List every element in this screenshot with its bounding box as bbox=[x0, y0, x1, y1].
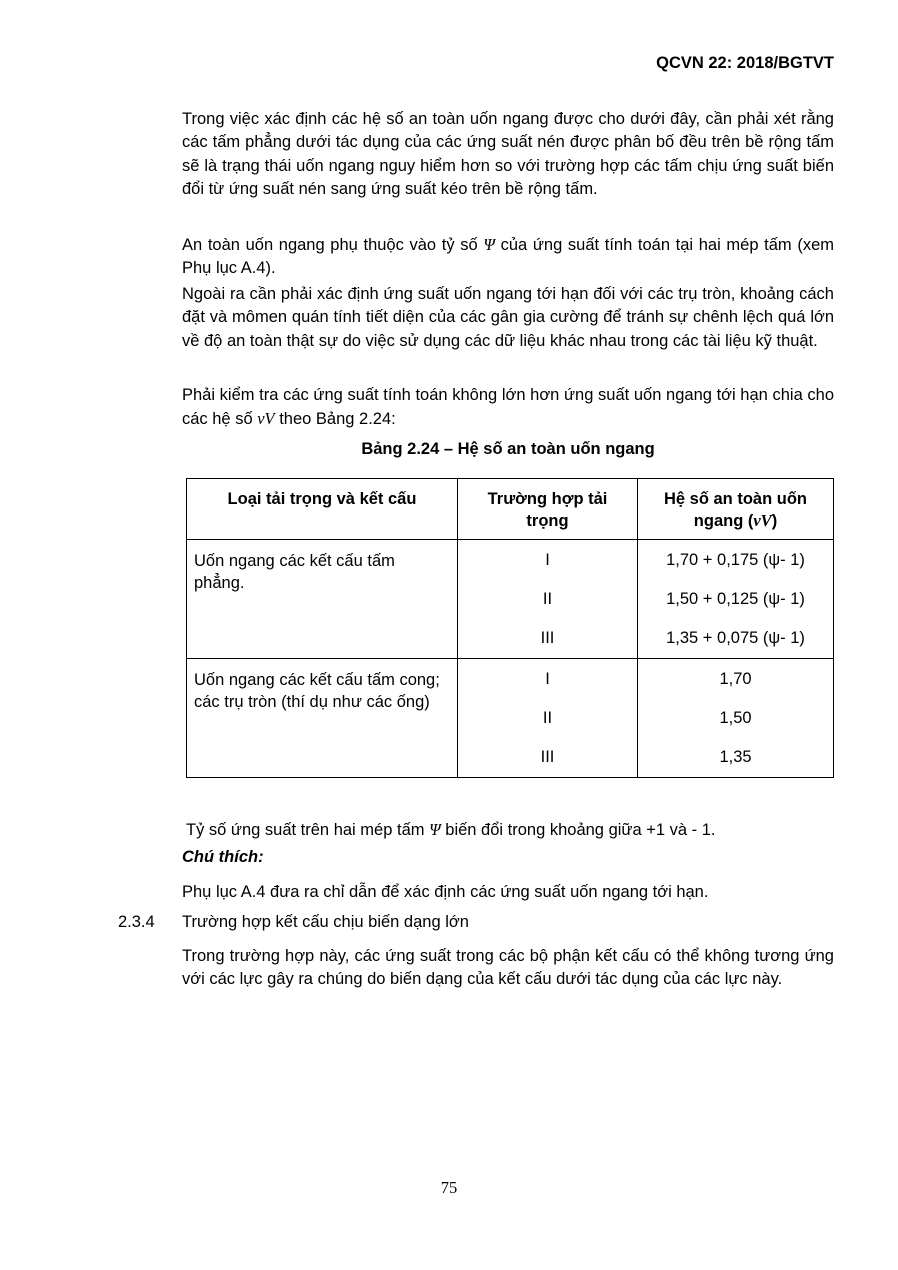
table-header-row bbox=[187, 479, 834, 540]
paragraph-check-text-a: Phải kiểm tra các ứng suất tính toán không lớn hơn ứng suất uốn ngang tới hạn chia cho các hệ số bbox=[182, 386, 834, 429]
note-title: Chú thích: bbox=[182, 848, 264, 866]
paragraph-ratio-text-b: của ứng suất tính toán tại hai mép tấm (xem Phụ lục A.4). bbox=[182, 236, 834, 278]
table-row bbox=[187, 659, 834, 778]
header-safety-factor-close: ) bbox=[771, 512, 778, 530]
table-row bbox=[187, 540, 834, 659]
paragraph-buckling-intro: Trong việc xác định các hệ số an toàn uốn ngang được cho dưới đây, cần phải xét rằng các tấm phẳng dưới tác dụng của các ứng suất nén được phân bố đều trên bề rộng tấm sẽ là trạng thái uốn ngang nguy hiểm hơn so với trường hợp các tấm chịu ứng suất biến đổi từ ứng suất nén sang ứng suất kéo trên bề rộng tấm. bbox=[182, 110, 834, 198]
row-flat-plate-label-cell bbox=[187, 540, 458, 659]
section-number: 2.3.4 bbox=[118, 913, 155, 931]
header-safety-factor-text: Hệ số an toàn uốn ngang ( bbox=[663, 490, 807, 530]
row-curved-plate-label: Uốn ngang các kết cấu tấm cong; các trụ tròn (thí dụ như các ống) bbox=[194, 671, 440, 711]
page-number: 75 bbox=[440, 1178, 458, 1197]
safety-factor-value: 1,70 + 0,175 (ψ- 1) bbox=[666, 551, 805, 569]
load-case: II bbox=[542, 709, 553, 727]
document-code-header: QCVN 22: 2018/BGTVT bbox=[656, 54, 834, 72]
section-body: Trong trường hợp này, các ứng suất trong các bộ phận kết cấu có thể không tương ứng với các lực gây ra chúng do biến dạng của kết cấu dưới tác dụng của các lực này. bbox=[182, 947, 834, 989]
safety-factor-value: 1,70 bbox=[719, 670, 752, 688]
load-case: II bbox=[542, 590, 553, 608]
section-title: Trường hợp kết cấu chịu biến dạng lớn bbox=[182, 913, 469, 931]
ratio-range-text-b: biến đổi trong khoảng giữa +1 và - 1. bbox=[440, 821, 716, 839]
table-caption: Bảng 2.24 – Hệ số an toàn uốn ngang bbox=[361, 440, 655, 458]
paragraph-check-text-b: theo Bảng 2.24: bbox=[274, 410, 396, 429]
paragraph-ratio-dependence bbox=[182, 233, 834, 281]
load-case: I bbox=[545, 551, 550, 569]
safety-factor-value: 1,50 bbox=[719, 709, 752, 727]
load-case: III bbox=[540, 629, 555, 647]
header-nu-v-symbol: νV bbox=[753, 511, 772, 530]
load-case: I bbox=[545, 670, 550, 688]
paragraph-ratio-range bbox=[186, 818, 838, 842]
nu-v-symbol: νV bbox=[257, 409, 275, 429]
note-text: Phụ lục A.4 đưa ra chỉ dẫn để xác định các ứng suất uốn ngang tới hạn. bbox=[182, 883, 709, 901]
ratio-range-text-a: Tỷ số ứng suất trên hai mép tấm bbox=[186, 821, 430, 839]
row-flat-plate-label: Uốn ngang các kết cấu tấm phẳng. bbox=[194, 552, 395, 592]
psi-symbol: Ψ bbox=[429, 820, 441, 839]
paragraph-ratio-text-a: An toàn uốn ngang phụ thuộc vào tỷ số bbox=[182, 236, 484, 254]
header-load-structure: Loại tải trọng và kết cấu bbox=[187, 479, 458, 540]
header-safety-factor bbox=[638, 479, 834, 540]
load-case: III bbox=[540, 748, 555, 766]
row-flat-plate-cases-cell bbox=[458, 540, 638, 659]
safety-factor-value: 1,35 bbox=[719, 748, 752, 766]
paragraph-critical-stress: Ngoài ra cần phải xác định ứng suất uốn ngang tới hạn đối với các trụ tròn, khoảng cách đặt và mômen quán tính tiết diện của các gân gia cường để tránh sự chênh lệch quá lớn về độ an toàn thật sự do việc sử dụng các dữ liệu khác nhau trong các tài liệu kỹ thuật. bbox=[182, 285, 834, 350]
row-flat-plate-factors-cell bbox=[638, 540, 834, 659]
header-load-case: Trường hợp tải trọng bbox=[458, 479, 638, 540]
safety-factor-value: 1,35 + 0,075 (ψ- 1) bbox=[666, 629, 805, 647]
row-curved-plate-cases-cell bbox=[458, 659, 638, 778]
safety-factor-value: 1,50 + 0,125 (ψ- 1) bbox=[666, 590, 805, 608]
row-curved-plate-factors-cell bbox=[638, 659, 834, 778]
row-curved-plate-label-cell bbox=[187, 659, 458, 778]
paragraph-check-stress bbox=[182, 384, 834, 432]
psi-symbol: Ψ bbox=[483, 235, 495, 254]
safety-factor-table bbox=[186, 478, 834, 778]
